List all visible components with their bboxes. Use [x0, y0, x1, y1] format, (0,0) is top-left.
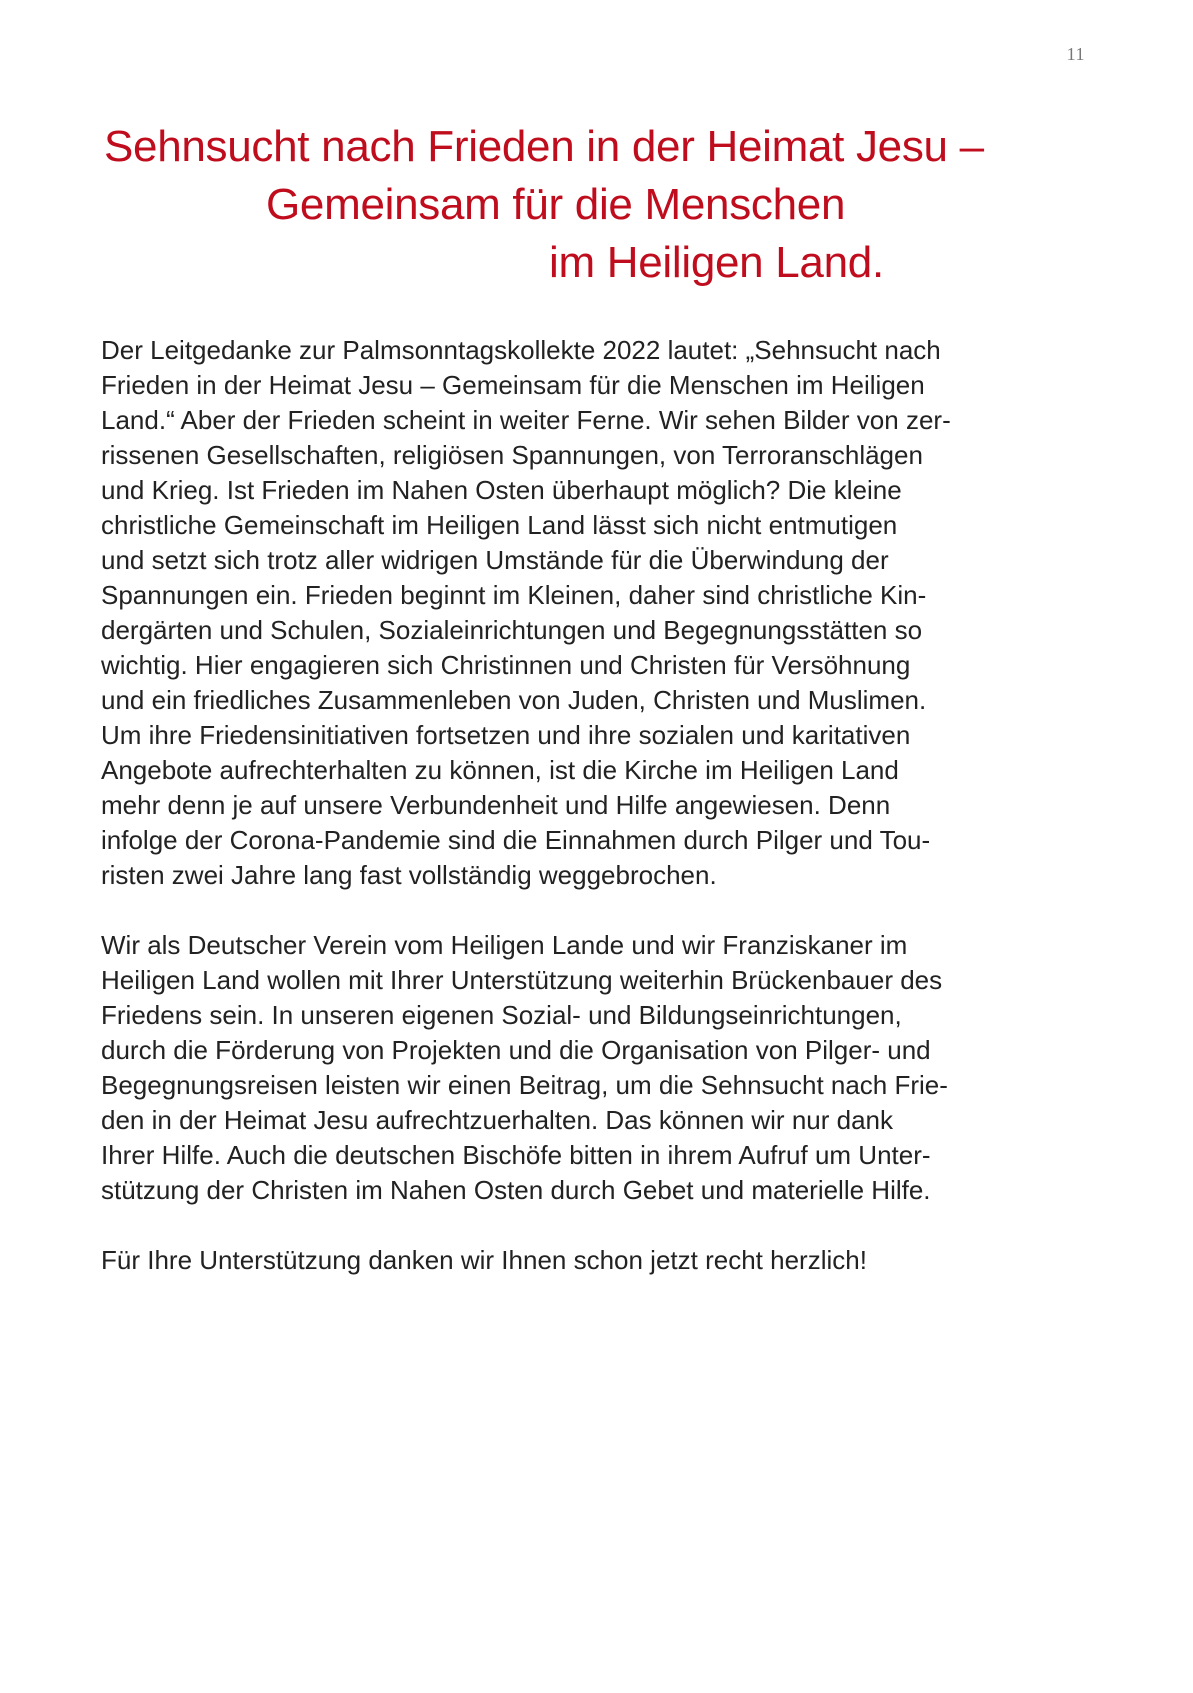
text-line: Der Leitgedanke zur Palmsonntagskollekte 2022 lautet: „Sehnsucht nach	[101, 335, 941, 365]
text-line: stützung der Christen im Nahen Osten durch Gebet und materielle Hilfe.	[101, 1175, 931, 1205]
text-line: und Krieg. Ist Frieden im Nahen Osten überhaupt möglich? Die kleine	[101, 475, 902, 505]
page-title	[90, 118, 1106, 292]
text-line: den in der Heimat Jesu aufrechtzuerhalten. Das können wir nur dank	[101, 1105, 893, 1135]
text-line: rissenen Gesellschaften, religiösen Spannungen, von Terroranschlägen	[101, 440, 923, 470]
paragraph-thanks	[101, 1243, 1101, 1278]
text-line: dergärten und Schulen, Sozialeinrichtungen und Begegnungsstätten so	[101, 615, 923, 645]
title-line-3: im Heiligen Land.	[549, 238, 884, 287]
text-line: Wir als Deutscher Verein vom Heiligen Lande und wir Franziskaner im	[101, 930, 908, 960]
text-line: Begegnungsreisen leisten wir einen Beitrag, um die Sehnsucht nach Frie-	[101, 1070, 948, 1100]
text-line: und setzt sich trotz aller widrigen Umstände für die Überwindung der	[101, 545, 889, 575]
text-line: Friedens sein. In unseren eigenen Sozial- und Bildungseinrichtungen,	[101, 1000, 902, 1030]
paragraph-intro	[101, 333, 1101, 893]
text-line: mehr denn je auf unsere Verbundenheit und Hilfe angewiesen. Denn	[101, 790, 891, 820]
text-line: Angebote aufrechterhalten zu können, ist die Kirche im Heiligen Land	[101, 755, 899, 785]
text-line: Land.“ Aber der Frieden scheint in weiter Ferne. Wir sehen Bilder von zer-	[101, 405, 951, 435]
text-line: Heiligen Land wollen mit Ihrer Unterstützung weiterhin Brückenbauer des	[101, 965, 943, 995]
text-line: Für Ihre Unterstützung danken wir Ihnen schon jetzt recht herzlich!	[101, 1245, 867, 1275]
page-number: 11	[1066, 44, 1085, 64]
text-line: infolge der Corona-Pandemie sind die Einnahmen durch Pilger und Tou-	[101, 825, 931, 855]
text-line: risten zwei Jahre lang fast vollständig weggebrochen.	[101, 860, 717, 890]
text-line: christliche Gemeinschaft im Heiligen Land lässt sich nicht entmutigen	[101, 510, 898, 540]
paragraph-commitment	[101, 928, 1101, 1208]
text-line: Frieden in der Heimat Jesu – Gemeinsam für die Menschen im Heiligen	[101, 370, 925, 400]
body-content	[101, 333, 1101, 1313]
text-line: Um ihre Friedensinitiativen fortsetzen und ihre sozialen und karitativen	[101, 720, 911, 750]
text-line: Spannungen ein. Frieden beginnt im Kleinen, daher sind christliche Kin-	[101, 580, 927, 610]
title-line-1: Sehnsucht nach Frieden in der Heimat Jesu –	[104, 122, 984, 171]
text-line: durch die Förderung von Projekten und die Organisation von Pilger- und	[101, 1035, 931, 1065]
title-line-2: Gemeinsam für die Menschen	[266, 180, 846, 229]
text-line: wichtig. Hier engagieren sich Christinnen und Christen für Versöhnung	[101, 650, 911, 680]
text-line: Ihrer Hilfe. Auch die deutschen Bischöfe bitten in ihrem Aufruf um Unter-	[101, 1140, 931, 1170]
text-line: und ein friedliches Zusammenleben von Juden, Christen und Muslimen.	[101, 685, 927, 715]
